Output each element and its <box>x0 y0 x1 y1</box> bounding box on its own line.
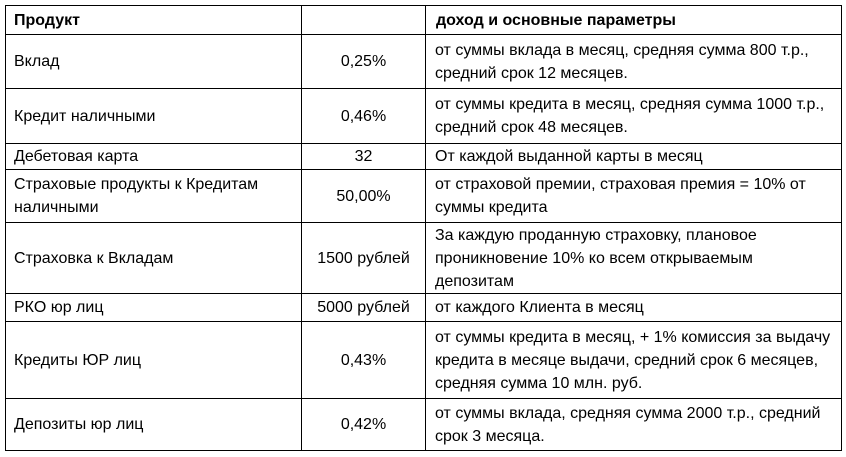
product-name: Кредиты ЮР лиц <box>6 322 302 399</box>
table-row <box>6 322 842 399</box>
product-value: 0,46% <box>302 89 426 144</box>
product-name: Страховка к Вкладам <box>6 223 302 294</box>
product-value: 0,25% <box>302 35 426 89</box>
product-value: 0,42% <box>302 399 426 451</box>
table-row <box>6 144 842 170</box>
product-name: Депозиты юр лиц <box>6 399 302 451</box>
product-value: 32 <box>302 144 426 170</box>
product-description: от суммы вклада в месяц, средняя сумма 800 т.р., средний срок 12 месяцев. <box>426 35 842 89</box>
table-row <box>6 399 842 451</box>
product-description: За каждую проданную страховку, плановое проникновение 10% ко всем открываемым депозитам <box>426 223 842 294</box>
product-description: от суммы вклада, средняя сумма 2000 т.р., средний срок 3 месяца. <box>426 399 842 451</box>
product-description: от суммы кредита в месяц, + 1% комиссия за выдачу кредита в месяце выдачи, средний срок 6 месяцев, средняя сумма 10 млн. руб. <box>426 322 842 399</box>
table-row <box>6 294 842 322</box>
products-table <box>5 5 842 451</box>
product-value: 5000 рублей <box>302 294 426 322</box>
table-row <box>6 35 842 89</box>
product-value: 50,00% <box>302 170 426 223</box>
product-value: 0,43% <box>302 322 426 399</box>
product-description: от страховой премии, страховая премия = 10% от суммы кредита <box>426 170 842 223</box>
product-name: Страховые продукты к Кредитам наличными <box>6 170 302 223</box>
header-product: Продукт <box>6 6 302 35</box>
product-name: Вклад <box>6 35 302 89</box>
product-description: от суммы кредита в месяц, средняя сумма 1000 т.р., средний срок 48 месяцев. <box>426 89 842 144</box>
product-name: Дебетовая карта <box>6 144 302 170</box>
table-header-row <box>6 6 842 35</box>
table-row <box>6 170 842 223</box>
product-description: От каждой выданной карты в месяц <box>426 144 842 170</box>
header-params: доход и основные параметры <box>426 6 842 35</box>
table-row <box>6 223 842 294</box>
product-value: 1500 рублей <box>302 223 426 294</box>
product-name: РКО юр лиц <box>6 294 302 322</box>
table-row <box>6 89 842 144</box>
header-value <box>302 6 426 35</box>
product-description: от каждого Клиента в месяц <box>426 294 842 322</box>
product-name: Кредит наличными <box>6 89 302 144</box>
